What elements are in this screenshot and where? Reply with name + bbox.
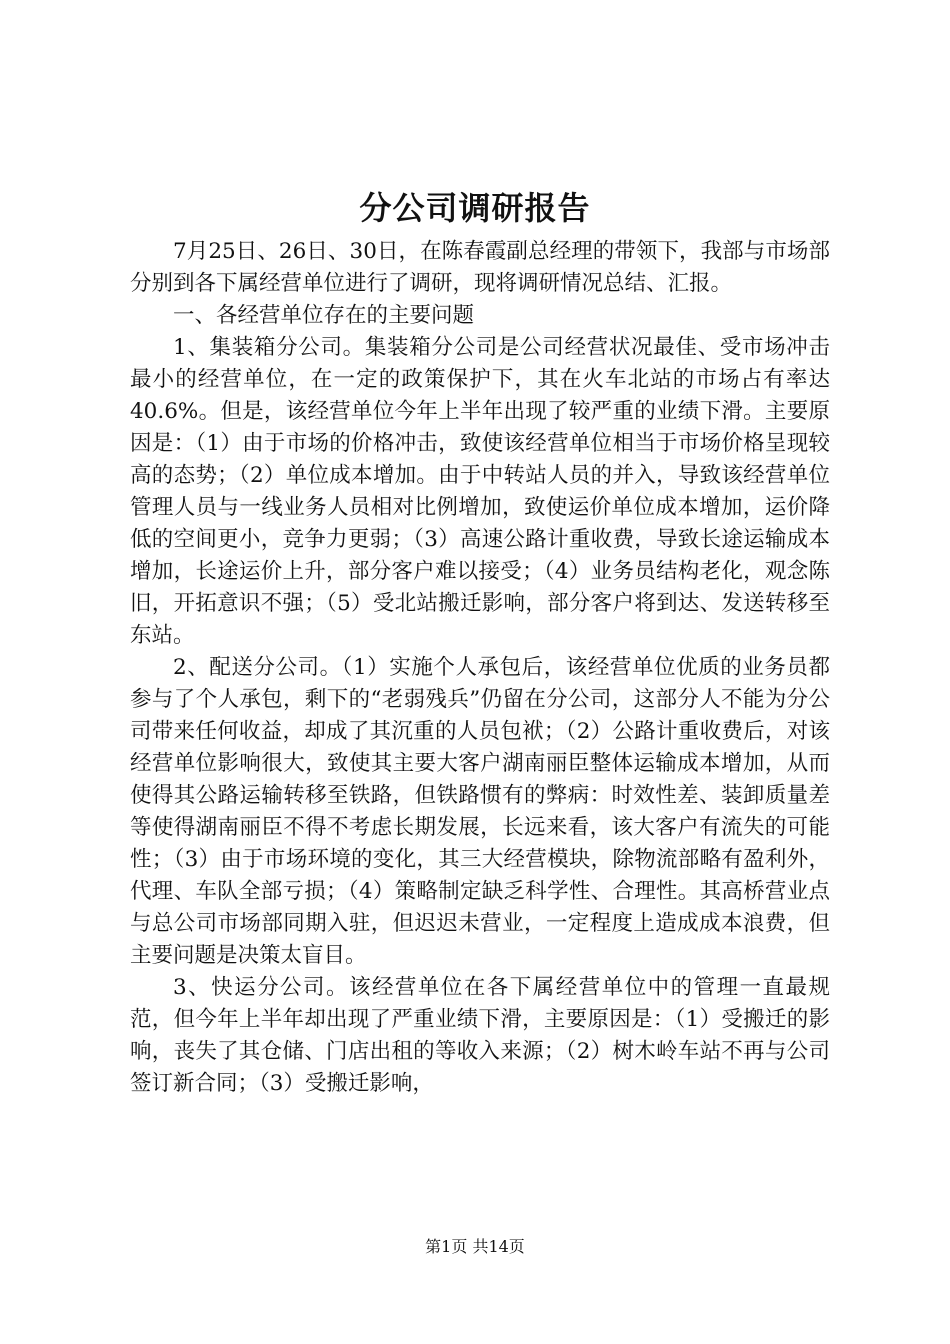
section-heading: 一、各经营单位存在的主要问题 xyxy=(173,303,475,328)
paragraph-express-branch: 3、快运分公司。该经营单位在各下属经营单位中的管理一直最规范，但今年上半年却出现了严重业绩下滑，主要原因是：（1）受搬迁的影响，丧失了其仓储、门店出租的等收入来源；（2）树木岭车站不再与公司签订新合同；（3）受搬迁影响， xyxy=(130,975,830,1096)
document-title: 分公司调研报告 xyxy=(359,189,591,227)
page-footer: 第1页 共14页 xyxy=(425,1237,525,1256)
document-body xyxy=(130,236,830,1100)
paragraph-intro: 7月25日、26日、30日，在陈春霞副总经理的带领下，我部与市场部分别到各下属经营单位进行了调研，现将调研情况总结、汇报。 xyxy=(130,239,830,296)
paragraph-container-branch: 1、集装箱分公司。集装箱分公司是公司经营状况最佳、受市场冲击最小的经营单位，在一定的政策保护下，其在火车北站的市场占有率达40.6%。但是，该经营单位今年上半年出现了较严重的业绩下滑。主要原因是：（1）由于市场的价格冲击，致使该经营单位相当于市场价格呈现较高的态势；（2）单位成本增加。由于中转站人员的并入，导致该经营单位管理人员与一线业务人员相对比例增加，致使运价单位成本增加，运价降低的空间更小，竞争力更弱；（3）高速公路计重收费，导致长途运输成本增加，长途运价上升，部分客户难以接受；（4）业务员结构老化，观念陈旧，开拓意识不强；（5）受北站搬迁影响，部分客户将到达、发送转移至东站。 xyxy=(130,335,830,648)
paragraph-distribution-branch: 2、配送分公司。（1）实施个人承包后，该经营单位优质的业务员都参与了个人承包，剩下的“老弱残兵”仍留在分公司，这部分人不能为分公司带来任何收益，却成了其沉重的人员包袱；（2）公路计重收费后，对该经营单位影响很大，致使其主要大客户湖南丽臣整体运输成本增加，从而使得其公路运输转移至铁路，但铁路惯有的弊病：时效性差、装卸质量差等使得湖南丽臣不得不考虑长期发展，长远来看，该大客户有流失的可能性；（3）由于市场环境的变化，其三大经营模块，除物流部略有盈利外，代理、车队全部亏损；（4）策略制定缺乏科学性、合理性。其高桥营业点与总公司市场部同期入驻，但迟迟未营业，一定程度上造成成本浪费，但主要问题是决策太盲目。 xyxy=(130,655,830,968)
